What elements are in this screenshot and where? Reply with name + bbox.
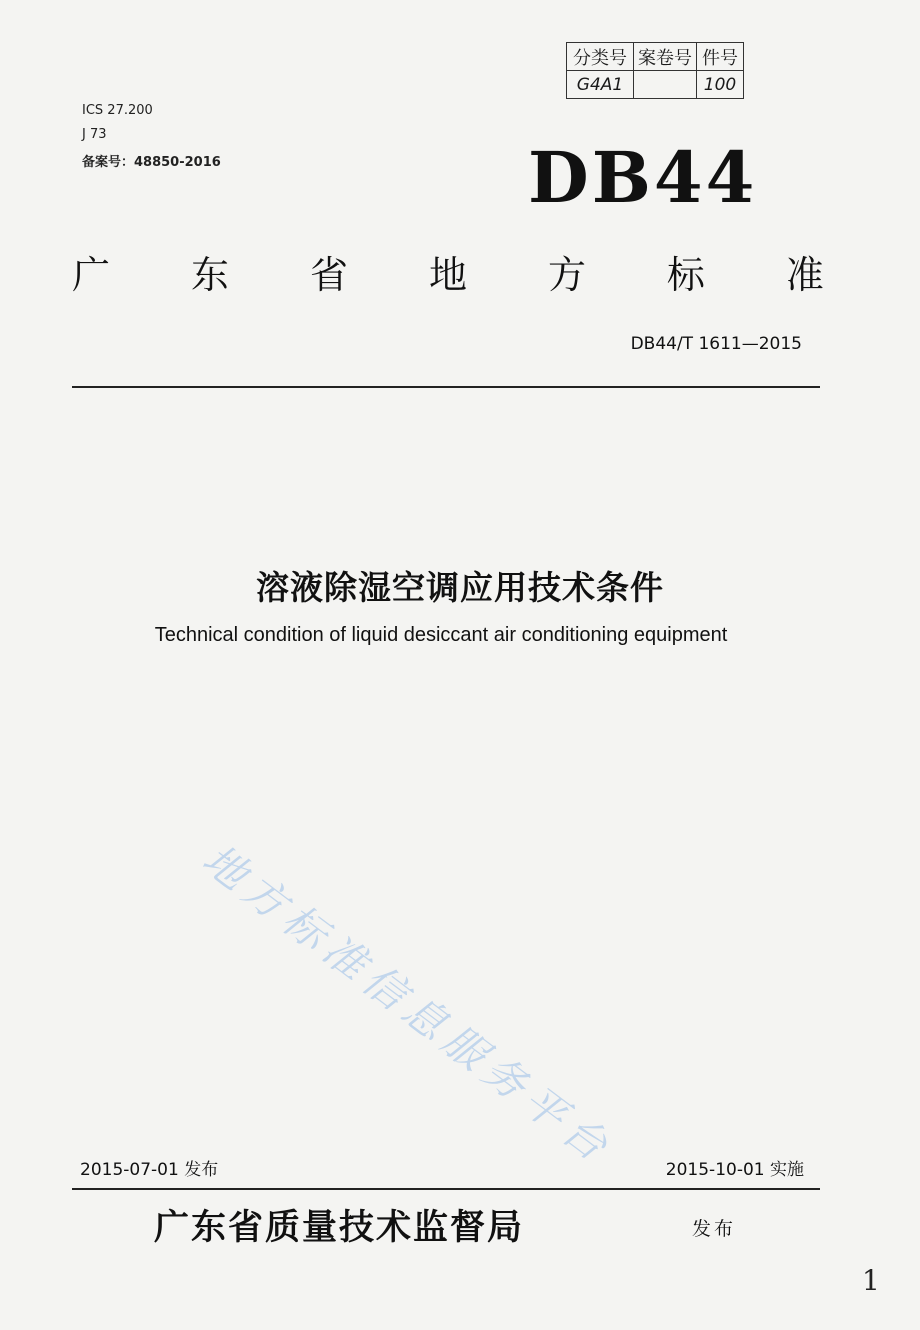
file-number-value xyxy=(634,71,697,99)
standard-type-title xyxy=(72,244,824,299)
page-number: 1 xyxy=(862,1264,880,1297)
item-number-header: 件号 xyxy=(697,43,744,71)
item-number-value: 100 xyxy=(697,71,744,99)
ics-code: ICS 27.200 xyxy=(82,103,153,118)
document-title-chinese: 溶液除湿空调应用技术条件 xyxy=(256,568,664,607)
header-divider xyxy=(72,386,820,388)
issuing-authority: 广东省质量技术监督局 xyxy=(154,1207,525,1248)
filing-stamp-value-row xyxy=(567,71,744,99)
standard-type-char: 准 xyxy=(785,253,824,297)
watermark-text: 地方标准信息服务平台 xyxy=(193,834,623,1175)
record-number: 备案号：48850-2016 xyxy=(82,155,221,170)
standard-type-char: 地 xyxy=(428,253,467,297)
standard-number: DB44/T 1611—2015 xyxy=(630,334,802,354)
effective-date: 2015-10-01 实施 xyxy=(665,1160,804,1180)
filing-stamp-table xyxy=(566,42,744,99)
file-number-header: 案卷号 xyxy=(634,43,697,71)
standard-type-char: 方 xyxy=(547,253,586,297)
standard-type-char: 省 xyxy=(309,253,348,297)
standard-code-mark: DB44 xyxy=(528,136,758,219)
ccs-code: J 73 xyxy=(82,127,107,142)
standard-type-char: 东 xyxy=(190,253,229,297)
standard-type-char: 标 xyxy=(666,253,705,297)
issued-label: 发布 xyxy=(692,1218,737,1240)
classification-number-header: 分类号 xyxy=(567,43,634,71)
standard-type-char: 广 xyxy=(72,253,111,297)
publish-date: 2015-07-01 发布 xyxy=(80,1160,219,1180)
footer-divider xyxy=(72,1188,820,1190)
classification-number-value: G4A1 xyxy=(567,71,634,99)
document-title-english: Technical condition of liquid desiccant air conditioning equipment xyxy=(154,624,728,646)
filing-stamp-header-row xyxy=(567,43,744,71)
